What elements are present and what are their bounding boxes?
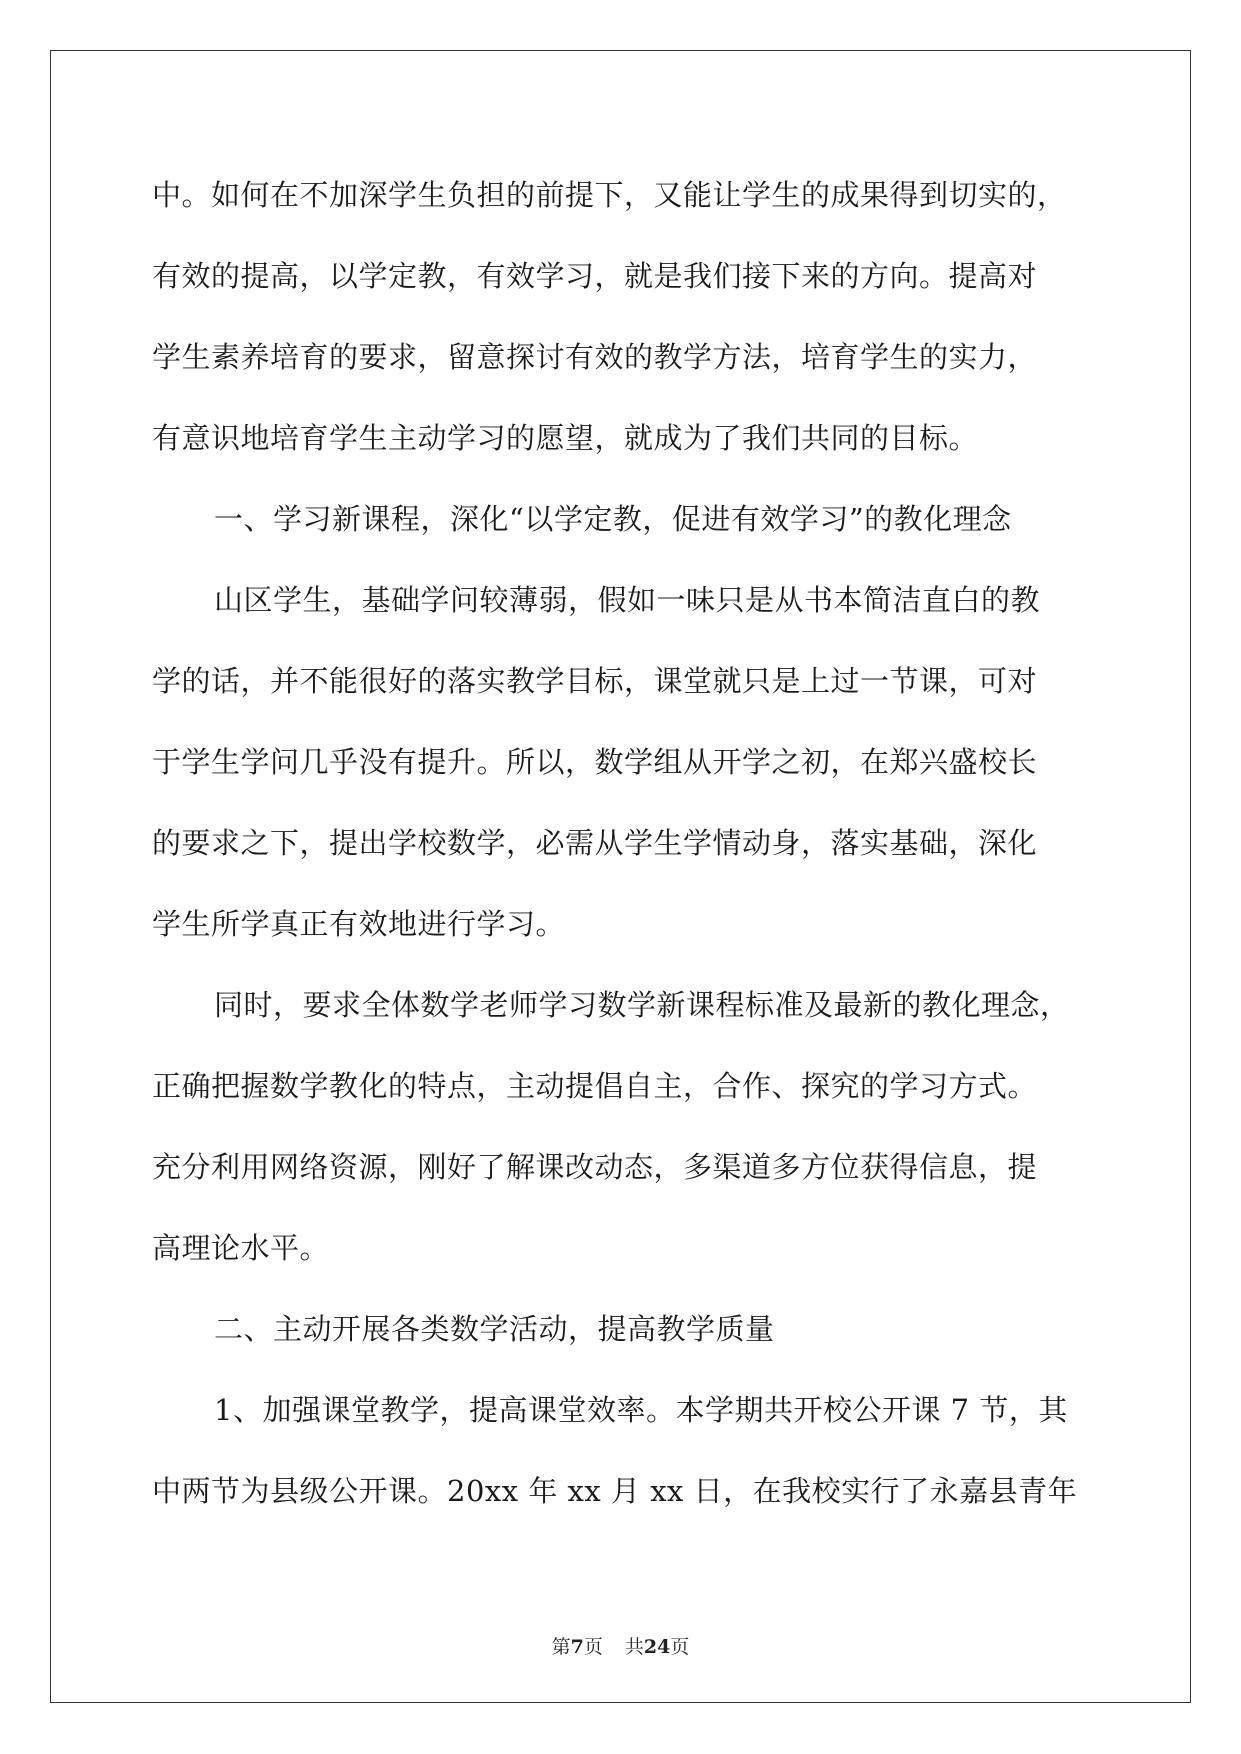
- section-heading-2: 二、主动开展各类数学活动，提高教学质量: [214, 1312, 775, 1346]
- text-line: 高理论水平。: [152, 1231, 330, 1265]
- text-line: 充分利用网络资源，刚好了解课改动态，多渠道多方位获得信息，提: [152, 1150, 1038, 1184]
- page-suffix: 页: [583, 1636, 603, 1658]
- total-suffix: 页: [670, 1636, 690, 1658]
- page-prefix: 第: [551, 1636, 571, 1658]
- text-line: 于学生学问几乎没有提升。所以，数学组从开学之初，在郑兴盛校长: [152, 745, 1038, 779]
- text-line: 学生素养培育的要求，留意探讨有效的教学方法，培育学生的实力，: [152, 340, 1038, 374]
- text-line: 中两节为县级公开课。20xx 年 xx 月 xx 日，在我校实行了永嘉县青年: [152, 1474, 1078, 1508]
- text-line: 正确把握数学教化的特点，主动提倡自主，合作、探究的学习方式。: [152, 1069, 1038, 1103]
- page-footer: [0, 1632, 1241, 1659]
- text-line: 1、加强课堂教学，提高课堂效率。本学期共开校公开课 7 节，其: [214, 1393, 1068, 1427]
- page-current: 7: [570, 1636, 584, 1658]
- text-line: 同时，要求全体数学老师学习数学新课程标准及最新的教化理念，: [214, 988, 1070, 1022]
- text-line: 山区学生，基础学问较薄弱，假如一味只是从书本简洁直白的教: [214, 583, 1041, 617]
- text-line: 中。如何在不加深学生负担的前提下，又能让学生的成果得到切实的，: [152, 178, 1067, 212]
- document-body: [152, 165, 1092, 1542]
- text-line: 有效的提高，以学定教，有效学习，就是我们接下来的方向。提高对: [152, 259, 1038, 293]
- text-line: 学生所学真正有效地进行学习。: [152, 907, 566, 941]
- text-line: 有意识地培育学生主动学习的愿望，就成为了我们共同的目标。: [152, 421, 979, 455]
- text-line: 学的话，并不能很好的落实教学目标，课堂就只是上过一节课，可对: [152, 664, 1038, 698]
- page-total: 24: [643, 1636, 671, 1658]
- text-line: 的要求之下，提出学校数学，必需从学生学情动身，落实基础，深化: [152, 826, 1038, 860]
- total-prefix: 共: [624, 1636, 644, 1658]
- section-heading-1: 一、学习新课程，深化“以学定教，促进有效学习”的教化理念: [214, 502, 1012, 536]
